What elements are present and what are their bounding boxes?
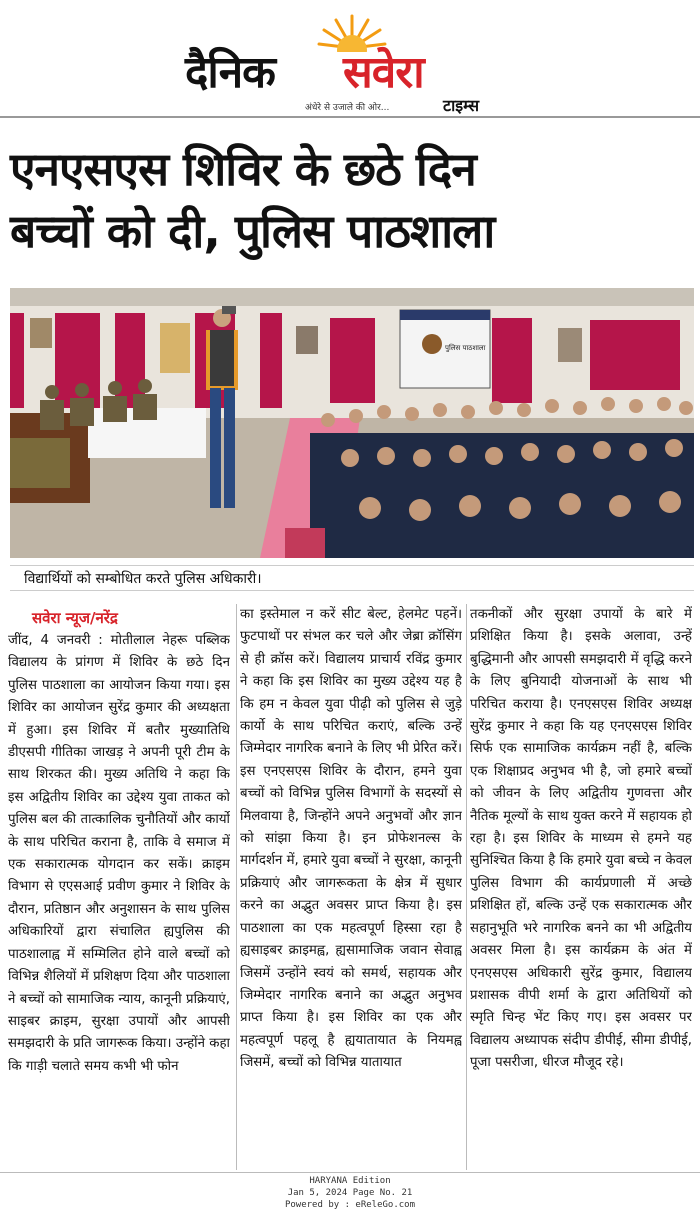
headline-line-1: एनएसएस शिविर के छठे दिन xyxy=(10,142,476,196)
footer-date-page: Jan 5, 2024 Page No. 21 xyxy=(287,1188,413,1198)
masthead xyxy=(0,0,700,118)
article-column-2 xyxy=(240,604,462,1174)
column-divider xyxy=(466,604,467,1170)
headline xyxy=(10,138,690,262)
footer-powered-by: Powered by : eReleGo.com xyxy=(284,1200,416,1209)
article-column-1 xyxy=(8,604,230,1174)
photo-caption: विद्यार्थियों को सम्बोधित करते पुलिस अधिकारी। xyxy=(10,565,694,591)
logo-word-savera: सवेरा xyxy=(343,47,424,98)
edition-footer xyxy=(0,1172,700,1209)
article-column-3 xyxy=(470,604,692,1174)
newspaper-logo xyxy=(185,12,525,115)
article-text-col-3: तकनीकों और सुरक्षा उपायों के बारे में प्रशिक्षित किया है। इसके अलावा, उन्हें बुद्धिमानी और आपसी समझदारी में वृद्धि करने के लिए बुनियादी योजनाओं के साथ भी परिचित कराया है। एनएसएस शिविर अध्यक्ष सुरेंद्र कुमार ने कहा कि यह एनएसएस शिविर सिर्फ एक सामाजिक कार्यक्रम नहीं है, बल्कि एक शिक्षाप्रद अनुभव भी है, जो हमारे बच्चों को जीवन के लिए अद्वितीय गुणवत्ता और नैतिक मूल्यों के साथ युक्त करने में सहायक हो रहा है। इस शिविर के माध्यम से हमने यह सुनिश्चित किया है कि हमारे युवा बच्चे न केवल पुलिस विभाग की कार्यप्रणाली में अच्छे प्रशिक्षित हों, बल्कि उन्हें एक सकारात्मक और सहानुभूति भरे नागरिक बनने का भी अद्वितीय अवसर मिला है। इस कार्यक्रम के अंत में एनएसएस अधिकारी सुरेंद्र कुमार, विद्यालय प्रशासक वीपी शर्मा के द्वारा अतिथियों को स्मृति चिन्ह भेंट किए गए। इस अवसर पर विद्यालय अध्यापक संदीप डीपीई, सीमा डीपीई, पूजा पसरीजा, धीरज मौजूद रहे। xyxy=(470,607,692,1071)
banner-text: पुलिस पाठशाला xyxy=(445,344,486,352)
byline: सवेरा न्यूज/नरेंद्र xyxy=(32,609,118,627)
article-text-col-1: जींद, 4 जनवरी : मोतीलाल नेहरू पब्लिक विद्यालय के प्रांगण में शिविर के छठे दिन पुलिस पाठशाला का आयोजन किया गया। इस शिविर का आयोजन सुरेंद्र कुमार की अध्यक्षता में हुआ। इस शिविर में बतौर मुख्यातिथि डीएसपी गीतिका जाखड़ ने अपनी पूरी टीम के साथ शिरकत की। मुख्य अतिथि ने कहा कि इस अद्वितीय शिविर का उद्देश्य युवा ताकत को पुलिस बल की तात्कालिक चुनौतियों और कार्यो के साथ परिचित कराना है, ताकि वे समाज में एक सकारात्मक योगदान कर सकें। क्राइम विभाग से एएसआई प्रवीण कुमार ने शिविर के दौरान, प्रतिष्ठान और अनुशासन के साथ पुलिस अधिकारियों द्वारा संचालित ह्यपुलिस की पाठशालाह्व में सम्मिलित होने वाले बच्चों को विभिन्न शैलियों में प्रशिक्षण दिया और पाठशाला ने बच्चों को सामाजिक न्याय, कानूनी प्रक्रियाएं, साइबर क्राइम, सुरक्षा उपायों और आपसी समझदारी के प्रति जागरूक किया। उन्होंने कहा कि गाड़ी चलाते समय कभी भी फोन xyxy=(8,633,230,1074)
logo-word-times: टाइम्स xyxy=(443,96,480,115)
article-text-col-2: का इस्तेमाल न करें सीट बेल्ट, हेलमेट पहनें। फुटपाथों पर संभल कर चले और जेब्रा क्रॉसिंग से ही क्रॉस करें। विद्यालय प्राचार्य रविंद्र कुमार ने कहा कि इस शिविर का मुख्य उद्देश्य यह है कि हम न केवल युवा पीढ़ी को पुलिस से जुड़े कार्यो के साथ परिचित कराएं, बल्कि उन्हें जिम्मेदार नागरिक बनाने के लिए भी प्रेरित करें। इस एनएसएस शिविर के दौरान, हमने युवा बच्चों को विभिन्न पुलिस विभागों के सदस्यों से मिलवाया है, जिन्होंने अपने अनुभवों और ज्ञान को सांझा किया है। इन प्रोफेशनल्स के मार्गदर्शन में, हमारे युवा बच्चों ने सुरक्षा, कानूनी प्रक्रियाएं और जागरूकता के क्षेत्र में सुधार करने का अद्भुत अवसर प्राप्त किया है। इस पाठशाला का एक महत्वपूर्ण हिस्सा रहा है ह्यसाइबर क्राइमह्व, ह्यसामाजिक जवान सेवाह्व जिसमें उन्होंने स्वयं को समर्थ, सहायक और जिम्मेदार नागरिक बनाने का अद्भुत अनुभव प्राप्त किया है। इस शिविर का एक और महत्वपूर्ण पहलू है ह्ययातायात के नियमह्व जिसमें, बच्चों को विभिन्न यातायात xyxy=(240,607,462,1071)
logo-word-dainik: दैनिक xyxy=(185,47,275,98)
headline-line-2: बच्चों को दी, पुलिस पाठशाला xyxy=(10,204,495,258)
column-divider xyxy=(236,604,237,1170)
news-photo xyxy=(10,288,694,558)
footer-edition: HARYANA Edition xyxy=(309,1176,391,1186)
logo-tagline: अंधेरे से उजाले की ओर... xyxy=(305,103,390,113)
